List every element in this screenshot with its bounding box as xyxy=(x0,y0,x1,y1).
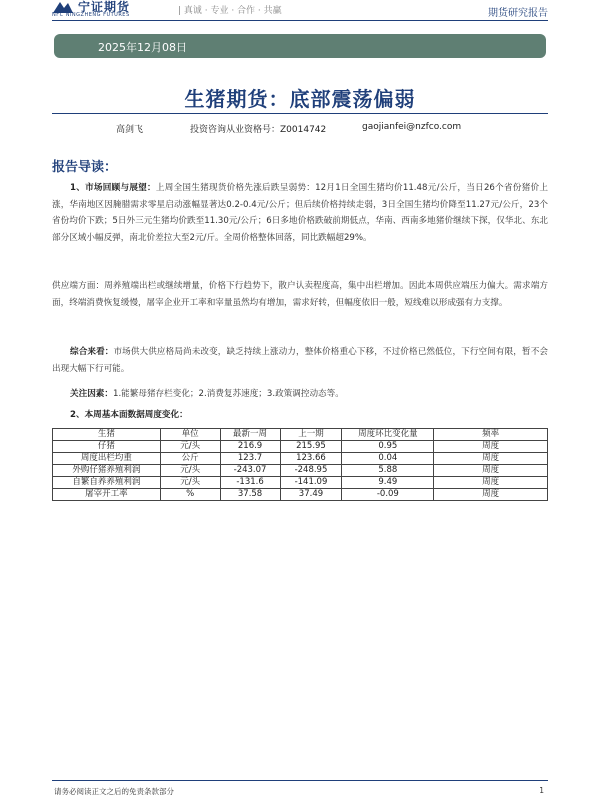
table-cell: 周度 xyxy=(434,441,548,453)
table-cell: 仔猪 xyxy=(53,441,161,453)
table-cell: 37.49 xyxy=(280,489,342,501)
table-cell: 外购仔猪养殖利润 xyxy=(53,465,161,477)
table-header-cell: 周度环比变化量 xyxy=(342,429,434,441)
company-slogan: | 真诚 · 专业 · 合作 · 共赢 xyxy=(178,6,282,16)
footer-divider xyxy=(52,780,548,781)
table-row xyxy=(53,465,548,477)
table-title: 2、本周基本面数据周度变化： xyxy=(70,410,188,420)
supply-demand-text: 供应端方面：周养殖端出栏或继续增量，价格下行趋势下，散户认卖程度高，集中出栏增加。因此本周供应端压力偏大。需求端方面，终端消费恢复缓慢，屠宰企业开工率和宰量虽然均有增加，需求好转，但幅度依旧一般，短线难以形成强有力支撑。 xyxy=(52,281,548,308)
author-license: 投资咨询从业资格号：Z0014742 xyxy=(190,125,327,135)
focus-factors-text: 1.能繁母猪存栏变化；2.消费复苏速度；3.政策调控动态等。 xyxy=(112,389,344,399)
table-cell: 0.04 xyxy=(342,453,434,465)
table-header-row xyxy=(53,429,548,441)
table-cell: 周度出栏均重 xyxy=(53,453,161,465)
table-row xyxy=(53,477,548,489)
author-email[interactable]: gaojianfei@nzfco.com xyxy=(362,122,462,132)
table-cell: 9.49 xyxy=(342,477,434,489)
table-cell: 5.88 xyxy=(342,465,434,477)
table-cell: 37.58 xyxy=(220,489,280,501)
summary-text: 市场供大供应格局尚未改变，缺乏持续上涨动力，整体价格重心下移，不过价格已然低位，下行空间有限，暂不会出现大幅下行可能。 xyxy=(52,347,548,374)
table-cell: 公斤 xyxy=(160,453,220,465)
report-title: 生猪期货：底部震荡偏弱 xyxy=(184,87,416,111)
logo-english-text: NFC NINGZHENG FUTURES xyxy=(52,12,130,18)
table-cell: 元/头 xyxy=(160,477,220,489)
table-cell: 216.9 xyxy=(220,441,280,453)
supply-demand-paragraph xyxy=(52,278,548,311)
page-header xyxy=(0,0,600,22)
market-review-paragraph xyxy=(52,180,548,247)
footer-disclaimer: 请务必阅读正文之后的免责条款部分 xyxy=(54,787,174,796)
table-cell: -248.95 xyxy=(280,465,342,477)
table-cell: 屠宰开工率 xyxy=(53,489,161,501)
section-title: 报告导读： xyxy=(52,160,118,175)
table-cell: -131.6 xyxy=(220,477,280,489)
table-section-heading xyxy=(52,407,548,424)
table-cell: 元/头 xyxy=(160,465,220,477)
table-cell: 周度 xyxy=(434,477,548,489)
market-review-text: 上周全国生猪现货价格先涨后跌呈弱势：12月1日全国生猪均价11.48元/公斤，当日26个省份猪价上涨，华南地区因腌腊需求零星启动涨幅显著达0.2-0.4元/公斤；但后续价格持续走弱，3日全国生猪均价降至11.27元/公斤，23个省份均价下跌；5日外三元生猪均价跌至11.30元/公斤；6日多地价格跌破前期低点，华南、西南多地猪价继续下探，仅华北、东北部分区域小幅反弹，南北价差拉大至2元/斤。全周价格整体回落，同比跌幅超29%。 xyxy=(52,183,548,244)
table-cell: 123.7 xyxy=(220,453,280,465)
report-type: 期货研究报告 xyxy=(488,8,548,19)
table-cell: 0.95 xyxy=(342,441,434,453)
weekly-data-table xyxy=(52,428,548,501)
summary-label: 综合来看： xyxy=(70,347,114,357)
title-divider xyxy=(52,113,548,114)
table-header-cell: 频率 xyxy=(434,429,548,441)
table-cell: 周度 xyxy=(434,489,548,501)
table-header-cell: 最新一周 xyxy=(220,429,280,441)
table-row xyxy=(53,453,548,465)
header-divider xyxy=(52,20,548,21)
page-number: 1 xyxy=(539,786,544,795)
table-header-cell: 单位 xyxy=(160,429,220,441)
logo-text: 宁证期货 xyxy=(78,0,131,14)
company-logo xyxy=(52,0,172,18)
table-cell: -243.07 xyxy=(220,465,280,477)
table-cell: 215.95 xyxy=(280,441,342,453)
table-cell: 123.66 xyxy=(280,453,342,465)
table-row xyxy=(53,489,548,501)
table-cell: 自繁自养养殖利润 xyxy=(53,477,161,489)
table-cell: % xyxy=(160,489,220,501)
table-row xyxy=(53,441,548,453)
table-cell: 周度 xyxy=(434,465,548,477)
focus-factors-paragraph xyxy=(52,386,548,403)
table-cell: -141.09 xyxy=(280,477,342,489)
date-banner xyxy=(54,34,546,58)
table-cell: -0.09 xyxy=(342,489,434,501)
table-header-cell: 上一期 xyxy=(280,429,342,441)
table-header-cell: 生猪 xyxy=(53,429,161,441)
table-cell: 元/头 xyxy=(160,441,220,453)
report-date: 2025年12月08日 xyxy=(98,41,187,54)
market-review-label: 1、市场回顾与展望： xyxy=(70,183,156,193)
table-cell: 周度 xyxy=(434,453,548,465)
focus-factors-label: 关注因素： xyxy=(70,389,113,399)
summary-paragraph xyxy=(52,344,548,377)
author-name: 高剑飞 xyxy=(116,125,144,135)
